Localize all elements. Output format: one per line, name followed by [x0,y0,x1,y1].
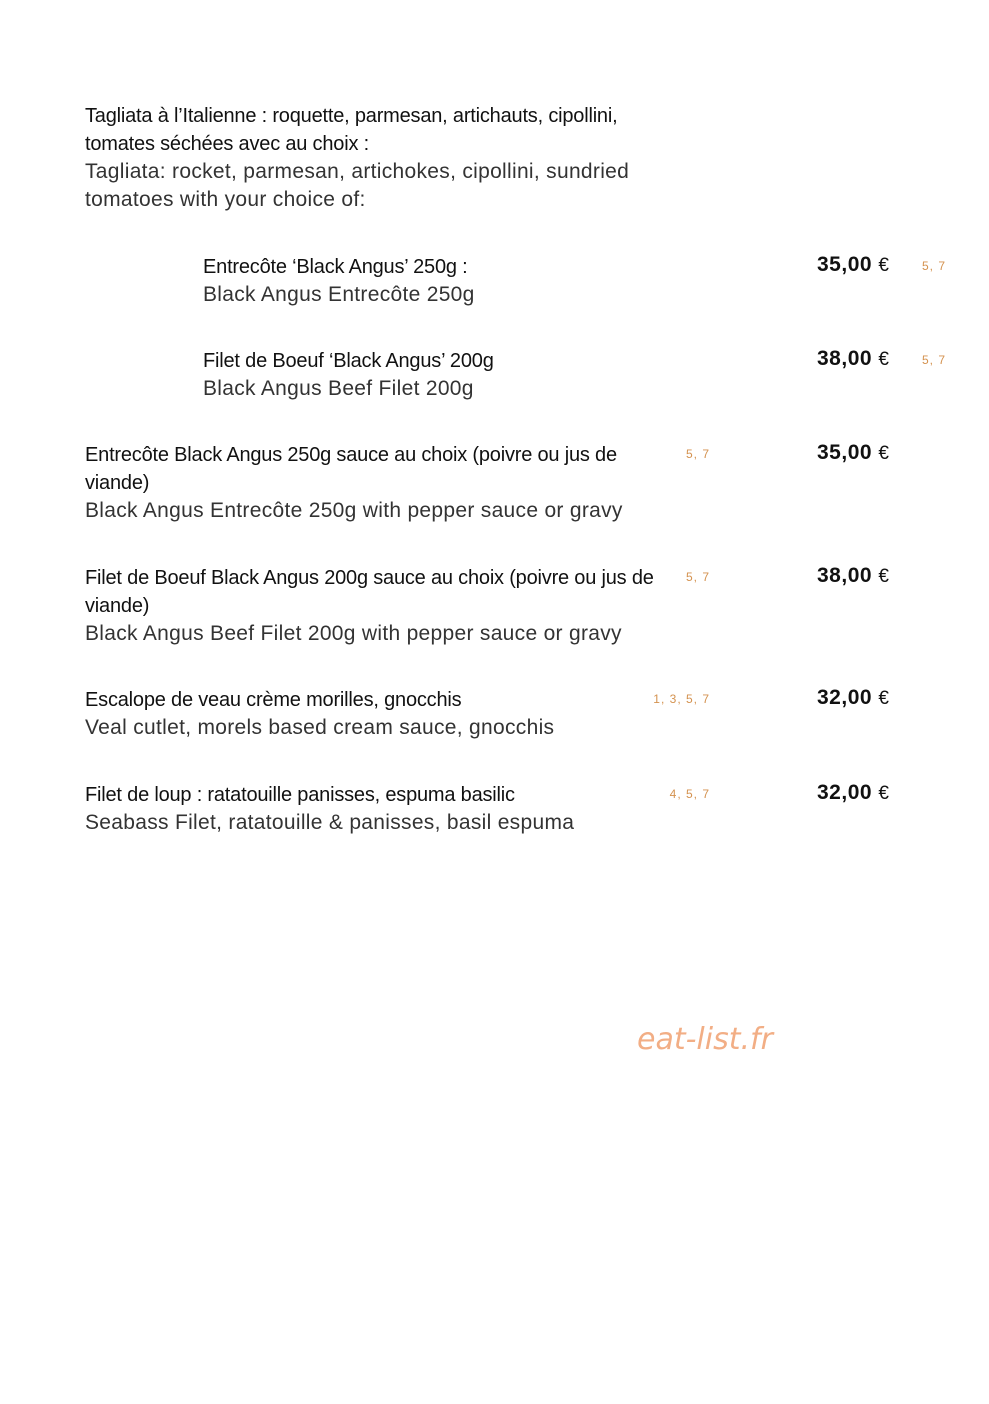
item-name-en: Tagliata: rocket, parmesan, artichokes, cipollini, sundried tomatoes with your choice of: [85,160,630,211]
item-name-fr: Escalope de veau crème morilles, gnocchis [85,689,462,711]
item-name-en: Black Angus Entrecôte 250g with pepper sauce or gravy [85,499,623,522]
allergen-codes: 4, 5, 7 [669,787,710,801]
currency-symbol: € [878,783,890,804]
currency-symbol: € [878,688,890,709]
item-price [817,686,889,710]
allergen-codes: 5, 7 [921,353,946,367]
item-name-fr: Tagliata à l’Italienne : roquette, parmesan, artichauts, cipollini, tomates séchées avec au choix : [85,105,618,155]
item-name-fr: Filet de loup : ratatouille panisses, espuma basilic [85,784,515,806]
menu-item-entrecote [85,441,905,525]
item-name-fr: Entrecôte ‘Black Angus’ 250g : [203,256,468,278]
item-name-en: Black Angus Entrecôte 250g [203,283,475,306]
item-name-fr: Filet de Boeuf Black Angus 200g sauce au choix (poivre ou jus de viande) [85,567,654,617]
menu-item-entrecote-tagliata [203,253,989,309]
allergen-codes: 5, 7 [685,570,710,584]
item-price [817,441,889,465]
allergen-codes: 1, 3, 5, 7 [653,692,710,706]
price-value: 35,00 [817,253,873,276]
menu-item-tagliata [85,102,905,214]
item-price [817,347,889,371]
menu-item-filet-loup [85,781,905,837]
item-name-fr: Filet de Boeuf ‘Black Angus’ 200g [203,350,494,372]
allergen-codes: 5, 7 [921,259,946,273]
item-name-en: Veal cutlet, morels based cream sauce, gnocchis [85,716,555,739]
price-value: 35,00 [817,441,873,464]
price-value: 32,00 [817,781,873,804]
item-price [817,253,889,277]
allergen-codes: 5, 7 [685,447,710,461]
item-price [817,781,889,805]
currency-symbol: € [878,443,890,464]
menu-item-filet-boeuf [85,564,905,648]
item-name-fr: Entrecôte Black Angus 250g sauce au choix (poivre ou jus de viande) [85,444,617,494]
menu-item-filet-tagliata [203,347,989,403]
item-name-en: Seabass Filet, ratatouille & panisses, basil espuma [85,811,575,834]
price-value: 32,00 [817,686,873,709]
currency-symbol: € [878,566,890,587]
item-name-en: Black Angus Beef Filet 200g [203,377,474,400]
item-price [817,564,889,588]
item-name-en: Black Angus Beef Filet 200g with pepper sauce or gravy [85,622,622,645]
menu-item-escalope [85,686,905,742]
watermark: eat-list.fr [637,1022,773,1057]
price-value: 38,00 [817,347,873,370]
currency-symbol: € [878,255,890,276]
price-value: 38,00 [817,564,873,587]
currency-symbol: € [878,349,890,370]
